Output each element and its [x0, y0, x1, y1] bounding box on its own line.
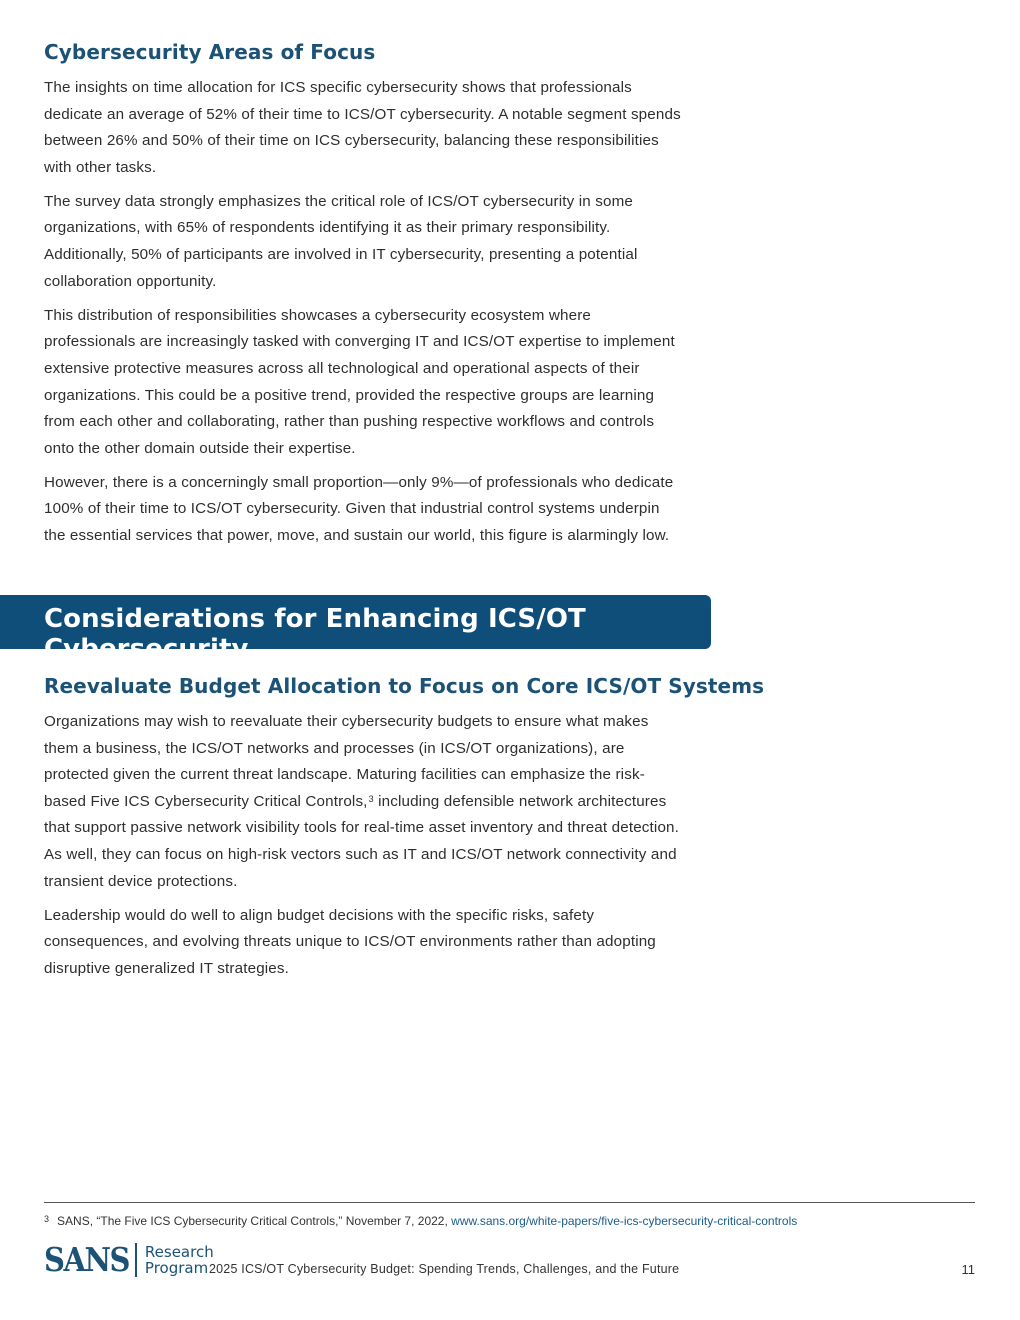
- paragraph: This distribution of responsibilities showcases a cybersecurity ecosystem where professionals are increasingly tasked with converging IT and ICS/OT expertise to implement extensive protective measures across all technological and operational aspects of their organizations. This could be a positive trend, provided the respective groups are learning from each other and collaborating, rather than pushing respective workflows and controls onto the other domain outside their expertise.: [44, 306, 675, 457]
- banner-title: Considerations for Enhancing ICS/OT Cybersecurity: [44, 604, 586, 664]
- logo-divider: [135, 1243, 137, 1277]
- logo-wordmark: SANS: [44, 1240, 129, 1280]
- paragraph: [44, 709, 684, 895]
- areas-body: [44, 75, 684, 557]
- paragraph-text: including defensible network architectures that support passive network visibility tools for real-time asset inventory and threat detection. As well, they can focus on high-risk vectors such as IT and ICS/OT network connectivity and transient device protections.: [44, 792, 680, 890]
- page-number: 11: [961, 1262, 975, 1277]
- section-heading-budget: Reevaluate Budget Allocation to Focus on Core ICS/OT Systems: [44, 674, 765, 698]
- paragraph-text: Organizations may wish to reevaluate their cybersecurity budgets to ensure what makes them a business, the ICS/OT networks and processes (in ICS/OT organizations), are protected given the current threat landscape. Maturing facilities can emphasize the risk-based Five ICS Cybersecurity Critical Controls,: [44, 713, 649, 810]
- footer-title: 2025 ICS/OT Cybersecurity Budget: Spending Trends, Challenges, and the Future: [209, 1262, 680, 1276]
- paragraph: The survey data strongly emphasizes the critical role of ICS/OT cybersecurity in some organizations, with 65% of respondents identifying it as their primary responsibility. Additionally, 50% of participants are involved in IT cybersecurity, presenting a potential collaboration opportunity.: [44, 192, 638, 290]
- footnote: [44, 1214, 797, 1228]
- logo-subtitle: [145, 1244, 214, 1276]
- paragraph: Leadership would do well to align budget decisions with the specific risks, safety consequences, and evolving threats unique to ICS/OT environments rather than adopting disruptive generalized IT strategies.: [44, 906, 656, 977]
- paragraph: The insights on time allocation for ICS specific cybersecurity shows that professionals dedicate an average of 52% of their time to ICS/OT cybersecurity. A notable segment spends between 26% and 50% of their time on ICS cybersecurity, balancing these responsibilities with other tasks.: [44, 79, 681, 176]
- logo-line: Program: [144, 1259, 209, 1277]
- footnote-number: 3: [44, 1214, 50, 1224]
- budget-body: [44, 709, 684, 990]
- sans-research-program-logo: [44, 1240, 214, 1280]
- footnote-link[interactable]: www.sans.org/white-papers/five-ics-cybersecurity-critical-controls: [451, 1214, 798, 1228]
- logo-line: Research: [144, 1243, 214, 1261]
- footnote-ref[interactable]: 3: [368, 793, 374, 804]
- footnote-text: SANS, “The Five ICS Cybersecurity Critical Controls,” November 7, 2022,: [57, 1214, 448, 1228]
- section-banner: [0, 595, 711, 664]
- footnote-divider: [44, 1202, 975, 1203]
- section-heading-areas-of-focus: Cybersecurity Areas of Focus: [44, 40, 376, 64]
- paragraph: However, there is a concerningly small proportion—only 9%—of professionals who dedicate 100% of their time to ICS/OT cybersecurity. Given that industrial control systems underpin the essential services that power, move, and sustain our world, this figure is alarmingly low.: [44, 473, 674, 544]
